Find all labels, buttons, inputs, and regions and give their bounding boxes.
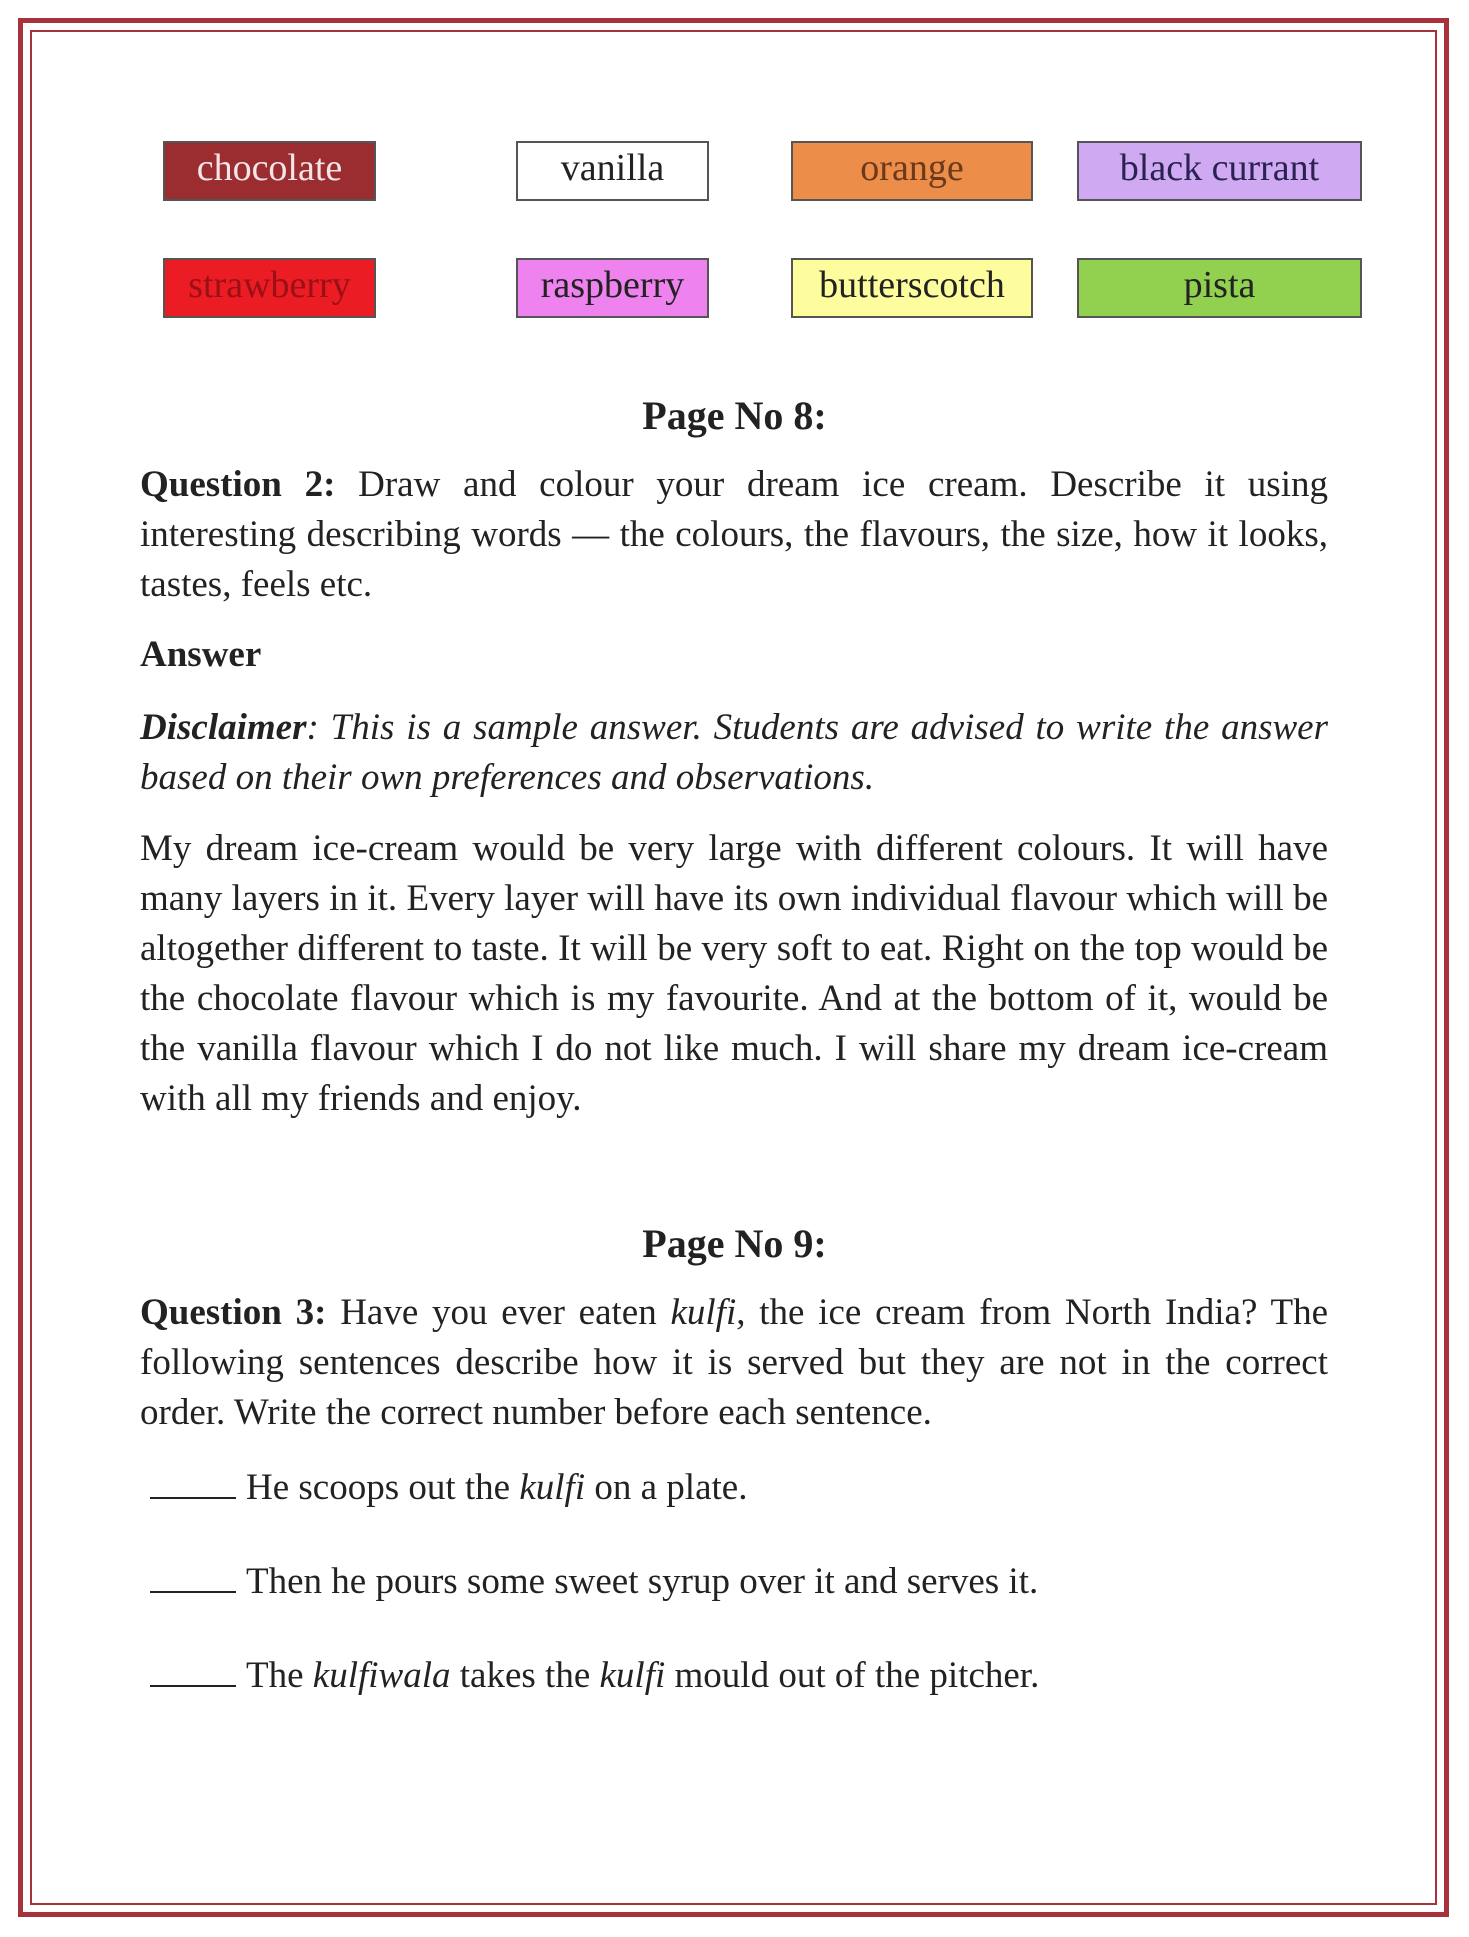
question-2-text: Draw and colour your dream ice cream. Describe it using interesting describing words — the colours, the flavours, the size, how it looks, tastes, feels etc. (140, 464, 1328, 605)
order-blank-2[interactable] (150, 1561, 236, 1593)
answer-text: My dream ice-cream would be very large with different colours. It will have many layers in it. Every layer will have its own individual flavour which will be altogether different to taste. It will be very soft to eat. Right on the top would be the chocolate flavour which is my favourite. And at the bottom of it, would be the vanilla flavour which I do not like much. I will share my dream ice-cream with all my friends and enjoy. (140, 828, 1328, 1119)
disclaimer (140, 703, 1328, 803)
order-blank-3[interactable] (150, 1655, 236, 1687)
order-sentence-3: The kulfiwala takes the kulfi mould out of the pitcher. (150, 1654, 1039, 1697)
flavour-orange: orange (791, 141, 1033, 201)
question-3-kulfi: kulfi (670, 1292, 737, 1333)
order-blank-1[interactable] (150, 1467, 236, 1499)
flavour-butterscotch: butterscotch (791, 258, 1033, 318)
question-2-label: Question 2: (140, 464, 336, 505)
flavour-pista: pista (1077, 258, 1362, 318)
flavour-strawberry: strawberry (163, 258, 376, 318)
page-8-heading: Page No 8: (642, 393, 827, 438)
page-9-heading: Page No 9: (642, 1221, 827, 1266)
question-2 (140, 460, 1328, 610)
question-3-text-2: , the ice cream from North India? The following sentences describe how it is served but they are not in the correct order. Write the correct number before each sentence. (140, 1292, 1328, 1433)
question-3-label: Question 3: (140, 1292, 327, 1333)
flavour-vanilla: vanilla (516, 141, 709, 201)
flavour-chocolate: chocolate (163, 141, 376, 201)
flavour-black-currant: black currant (1077, 141, 1362, 201)
disclaimer-label: Disclaimer (140, 707, 307, 748)
question-3-text-1: Have you ever eaten (326, 1292, 671, 1333)
order-sentence-1: He scoops out the kulfi on a plate. (150, 1466, 747, 1509)
answer-label: Answer (140, 634, 262, 675)
flavour-raspberry: raspberry (516, 258, 709, 318)
disclaimer-text: : This is a sample answer. Students are advised to write the answer based on their own preferences and observations. (140, 707, 1328, 798)
question-3 (140, 1288, 1328, 1438)
order-sentence-2: Then he pours some sweet syrup over it and serves it. (150, 1560, 1038, 1603)
